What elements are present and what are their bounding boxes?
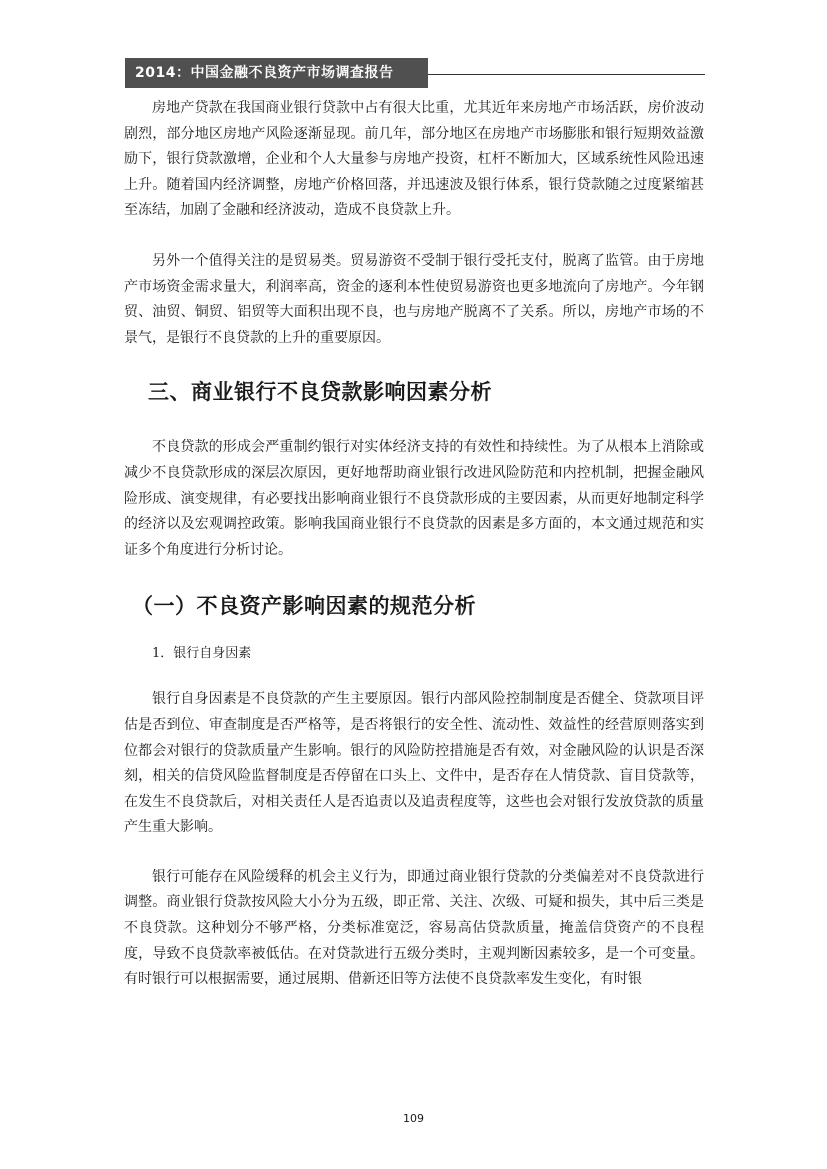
item-label-bank-factors: 1．银行自身因素: [152, 646, 252, 662]
header-title: 2014：中国金融不良资产市场调查报告: [135, 65, 394, 81]
page-content: [124, 96, 704, 993]
paragraph-trade-category: 另外一个值得关注的是贸易类。贸易游资不受制于银行受托支付，脱离了监管。由于房地产市场资金需求量大，利润率高，资金的逐利本性使贸易游资也更多地流向了房地产。今年钢贸、油贸、铜贸、铝贸等大面积出现不良，也与房地产脱离不了关系。所以，房地产市场的不景气，是银行不良贷款的上升的重要原因。: [124, 252, 704, 346]
section-heading-3: 三、商业银行不良贷款影响因素分析: [148, 380, 492, 405]
paragraph-bank-internal-factors: 银行自身因素是不良贷款的产生主要原因。银行内部风险控制制度是否健全、贷款项目评估是否到位、审查制度是否严格等，是否将银行的安全性、流动性、效益性的经营原则落实到位都会对银行的贷款质量产生影响。银行的风险防控措施是否有效，对金融风险的认识是否深刻，相关的信贷风险监督制度是否停留在口头上、文件中，是否存在人情贷款、盲目贷款等，在发生不良贷款后，对相关责任人是否追责以及追责程度等，这些也会对银行发放贷款的质量产生重大影响。: [124, 691, 704, 836]
page-number: 109: [403, 1112, 424, 1125]
paragraph-risk-mitigation: 银行可能存在风险缓释的机会主义行为，即通过商业银行贷款的分类偏差对不良贷款进行调整。商业银行贷款按风险大小分为五级，即正常、关注、次级、可疑和损失，其中后三类是不良贷款。这种划分不够严格，分类标准宽泛，容易高估贷款质量，掩盖信贷资产的不良程度，导致不良贷款率被低估。在对贷款进行五级分类时，主观判断因素较多，是一个可变量。有时银行可以根据需要，通过展期、借新还旧等方法使不良贷款率发生变化，有时银: [124, 868, 704, 988]
subsection-heading-1: （一）不良资产影响因素的规范分析: [132, 594, 476, 619]
header-rule: [428, 74, 705, 75]
paragraph-npl-formation: 不良贷款的形成会严重制约银行对实体经济支持的有效性和持续性。为了从根本上消除或减少不良贷款形成的深层次原因，更好地帮助商业银行改进风险防范和内控机制，把握金融风险形成、演变规律，有必要找出影响商业银行不良贷款形成的主要因素，从而更好地制定科学的经济以及宏观调控政策。影响我国商业银行不良贷款的因素是多方面的，本文通过规范和实证多个角度进行分析讨论。: [124, 439, 704, 558]
paragraph-real-estate-loans: 房地产贷款在我国商业银行贷款中占有很大比重，尤其近年来房地产市场活跃，房价波动剧烈，部分地区房地产风险逐渐显现。前几年，部分地区在房地产市场膨胀和银行短期效益激励下，银行贷款激增，企业和个人大量参与房地产投资，杠杆不断加大，区域系统性风险迅速上升。随着国内经济调整，房地产价格回落，并迅速波及银行体系，银行贷款随之过度紧缩甚至冻结，加剧了金融和经济波动，造成不良贷款上升。: [124, 100, 704, 219]
